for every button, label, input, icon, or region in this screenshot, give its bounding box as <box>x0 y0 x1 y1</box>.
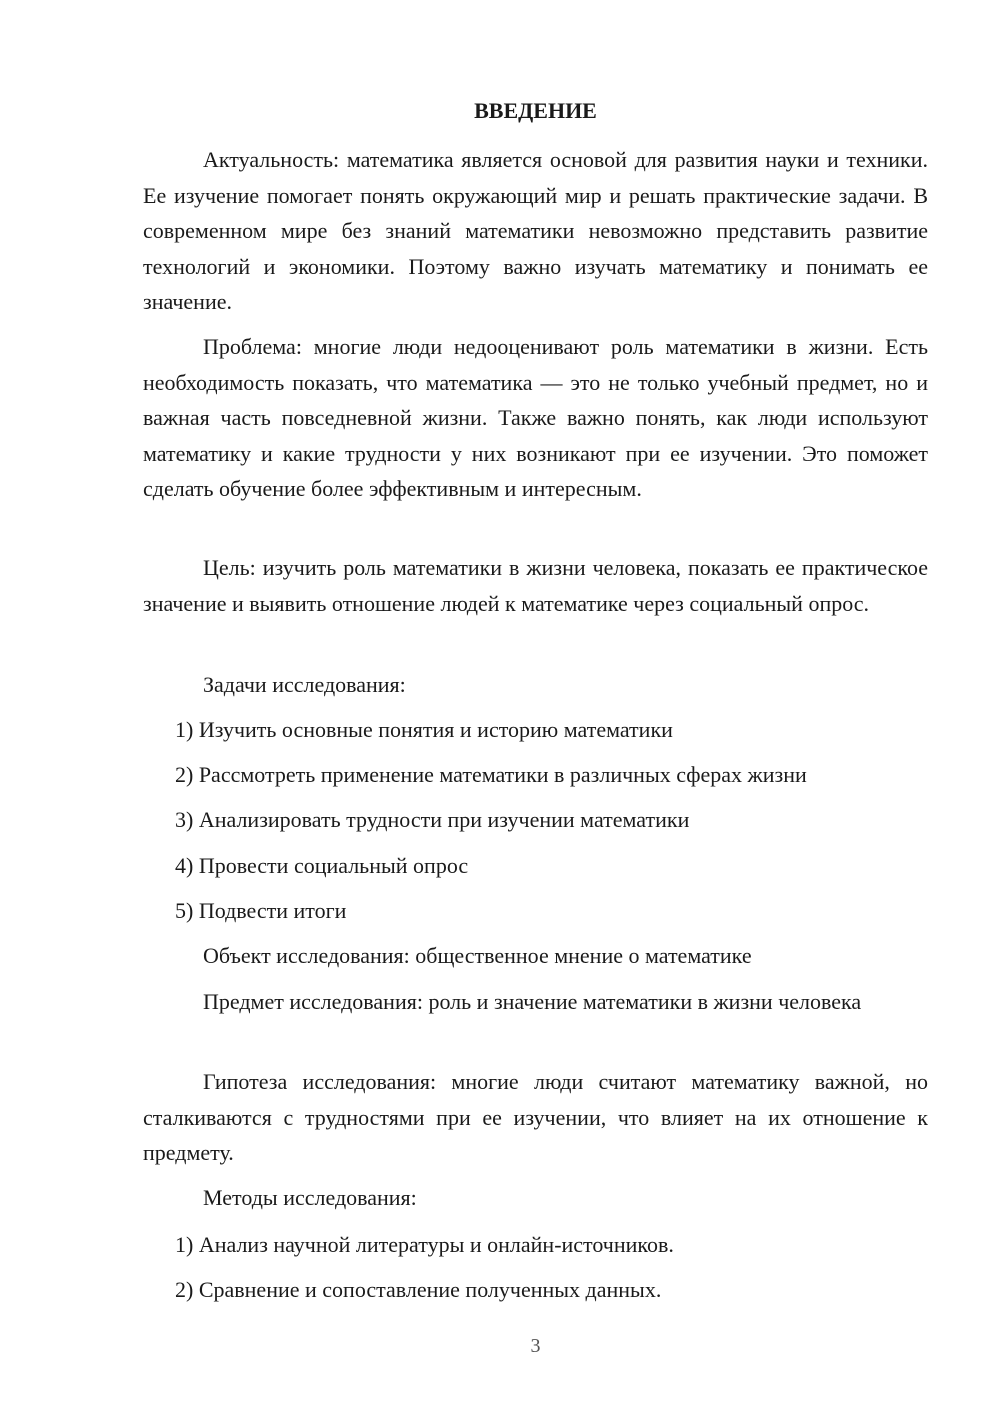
task-item: 1) Изучить основные понятия и историю математики <box>175 717 673 742</box>
hypothesis-paragraph: Гипотеза исследования: многие люди считают математику важной, но сталкиваются с трудностями при ее изучении, что влияет на их отношение к предмету. <box>143 1069 928 1165</box>
page-number: 3 <box>530 1335 541 1357</box>
document-title: ВВЕДЕНИЕ <box>474 98 597 123</box>
document-page <box>143 0 928 1414</box>
task-item: 3) Анализировать трудности при изучении математики <box>175 807 690 832</box>
research-object: Объект исследования: общественное мнение о математике <box>203 943 752 968</box>
methods-heading: Методы исследования: <box>203 1185 417 1210</box>
method-item: 1) Анализ научной литературы и онлайн-источников. <box>175 1232 674 1257</box>
task-item: 4) Провести социальный опрос <box>175 853 469 878</box>
task-item: 2) Рассмотреть применение математики в различных сферах жизни <box>175 762 807 787</box>
tasks-heading: Задачи исследования: <box>203 672 406 697</box>
method-item: 2) Сравнение и сопоставление полученных данных. <box>175 1277 662 1302</box>
research-subject: Предмет исследования: роль и значение математики в жизни человека <box>203 989 862 1014</box>
goal-paragraph: Цель: изучить роль математики в жизни человека, показать ее практическое значение и выявить отношение людей к математике через социальный опрос. <box>143 555 928 616</box>
task-item: 5) Подвести итоги <box>175 898 347 923</box>
problem-paragraph: Проблема: многие люди недооценивают роль математики в жизни. Есть необходимость показать, что математика — это не только учебный предмет, но и важная часть повседневной жизни. Также важно понять, как люди используют математику и какие трудности у них возникают при ее изучении. Это поможет сделать обучение более эффективным и интересным. <box>143 334 928 501</box>
relevance-paragraph: Актуальность: математика является основой для развития науки и техники. Ее изучение помогает понять окружающий мир и решать практические задачи. В современном мире без знаний математики невозможно представить развитие технологий и экономики. Поэтому важно изучать математику и понимать ее значение. <box>143 147 928 314</box>
